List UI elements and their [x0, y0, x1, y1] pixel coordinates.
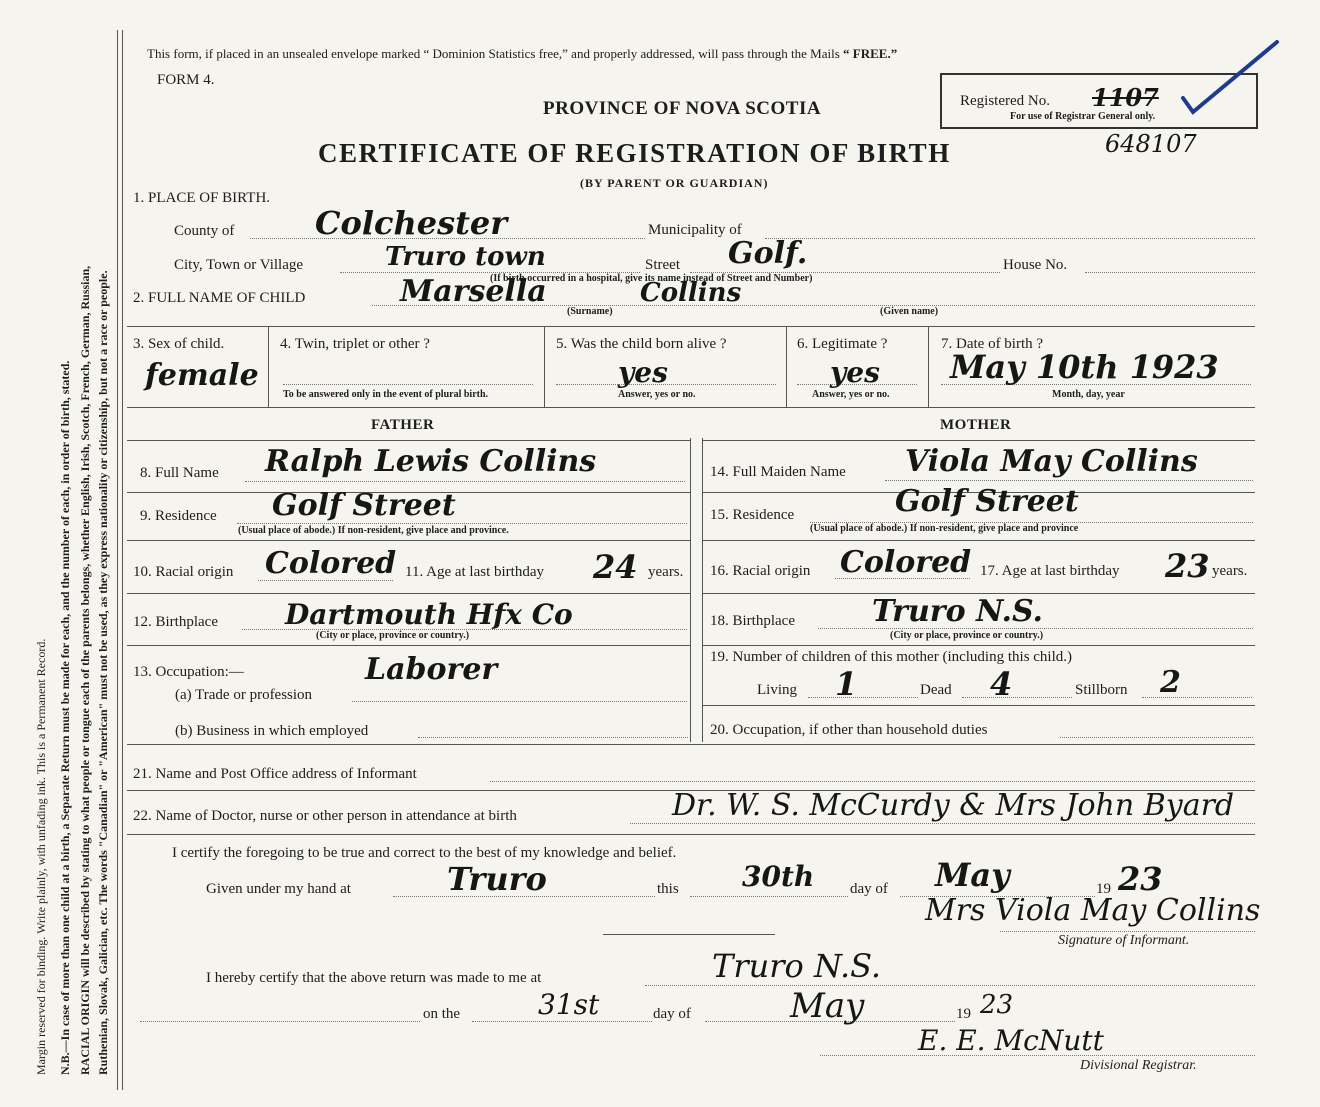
- street-value: Golf.: [728, 236, 808, 271]
- mother-age: 23: [1165, 547, 1210, 585]
- surname-caption: (Surname): [567, 306, 613, 317]
- mother-heading: MOTHER: [940, 417, 1012, 433]
- year-prefix: 19: [1096, 881, 1111, 897]
- row3-top: [127, 326, 1255, 327]
- section-sep-certify: [127, 834, 1255, 835]
- registrar-place: Truro N.S.: [712, 947, 882, 985]
- sex-value: female: [145, 358, 259, 393]
- city-label: City, Town or Village: [174, 257, 304, 273]
- row3-div1: [268, 326, 269, 407]
- municipality-label: Municipality of: [648, 222, 742, 238]
- alive-label: 5. Was the child born alive ?: [556, 336, 727, 352]
- father-row-sep2: [127, 540, 690, 541]
- registrar-place-dots: [645, 985, 1255, 986]
- father-birthplace: Dartmouth Hfx Co: [285, 598, 573, 631]
- legitimate-value: yes: [830, 356, 880, 389]
- mother-row-sep2: [702, 540, 1255, 541]
- father-name-label: 8. Full Name: [140, 465, 219, 481]
- given-caption: (Given name): [880, 306, 939, 317]
- registrar-year-prefix: 19: [956, 1006, 971, 1022]
- child-given: Collins: [640, 278, 742, 308]
- county-label: County of: [174, 223, 235, 239]
- signature-line: [603, 934, 775, 935]
- father-heading-line: [127, 440, 690, 441]
- section-sep-21: [127, 744, 1255, 745]
- mail-free: “ FREE.”: [843, 46, 898, 61]
- children-count-label: 19. Number of children of this mother (including this child.): [710, 649, 1073, 665]
- given-label: Given under my hand at: [206, 881, 351, 897]
- mother-name: Viola May Collins: [905, 444, 1198, 479]
- father-business-label: (b) Business in which employed: [175, 723, 369, 739]
- mother-heading-line: [702, 440, 1255, 441]
- father-row-sep3: [127, 593, 690, 594]
- dead-value: 4: [990, 665, 1013, 703]
- father-trade-label: (a) Trade or profession: [175, 687, 313, 703]
- registrar-day-of: day of: [653, 1006, 691, 1022]
- row3-div2: [544, 326, 545, 407]
- stillborn-value: 2: [1160, 665, 1181, 700]
- informant-signature: Mrs Viola May Collins: [925, 893, 1261, 928]
- father-birth-note: (City or place, province or country.): [316, 630, 470, 641]
- dead-dots: [962, 697, 1072, 698]
- signature-caption: Signature of Informant.: [1058, 933, 1190, 948]
- father-racial-label: 10. Racial origin: [133, 564, 234, 580]
- mother-occupation-label: 20. Occupation, if other than household duties: [710, 722, 988, 738]
- father-trade: Laborer: [365, 652, 498, 687]
- father-residence-label: 9. Residence: [140, 508, 217, 524]
- house-dots: [1085, 272, 1255, 273]
- mother-residence: Golf Street: [895, 484, 1079, 519]
- father-age: 24: [593, 548, 638, 586]
- father-res-note: (Usual place of abode.) If non-resident, give place and province.: [238, 525, 509, 536]
- legitimate-label: 6. Legitimate ?: [797, 336, 888, 352]
- registrar-day-dots: [472, 1021, 652, 1022]
- left-border-inner: [122, 30, 123, 1090]
- on-the-label: on the: [423, 1006, 461, 1022]
- column-divider-left: [690, 438, 691, 742]
- father-trade-dots: [352, 701, 687, 702]
- sex-label: 3. Sex of child.: [133, 336, 225, 352]
- mother-racial-label: 16. Racial origin: [710, 563, 811, 579]
- certify-day: 30th: [742, 860, 815, 893]
- mother-res-note: (Usual place of abode.) If non-resident, give place and province: [810, 523, 1079, 534]
- father-res-dots: [237, 523, 687, 524]
- house-label: House No.: [1003, 257, 1068, 273]
- handwritten-registration: 648107: [1105, 130, 1197, 158]
- informant-dots: [490, 781, 1255, 782]
- father-row-sep4: [127, 645, 690, 646]
- mail-notice: This form, if placed in an unsealed envelope marked “ Dominion Statistics free,” and properly addressed, will pass through the Mails “ FREE.”: [147, 46, 898, 61]
- father-heading: FATHER: [371, 417, 435, 433]
- certify-text: I certify the foregoing to be true and correct to the best of my knowledge and belief.: [172, 845, 677, 861]
- twin-note: To be answered only in the event of plural birth.: [283, 389, 489, 400]
- mother-row-sep4: [702, 645, 1255, 646]
- mother-residence-label: 15. Residence: [710, 507, 795, 523]
- doctor-value: Dr. W. S. McCurdy & Mrs John Byard: [672, 788, 1235, 823]
- mother-name-label: 14. Full Maiden Name: [710, 464, 846, 480]
- doctor-label: 22. Name of Doctor, nurse or other person in attendance at birth: [133, 808, 517, 824]
- dob-value: May 10th 1923: [950, 348, 1219, 386]
- municipality-dots: [765, 238, 1255, 239]
- alive-value: yes: [618, 356, 668, 389]
- legitimate-note: Answer, yes or no.: [812, 389, 890, 400]
- child-surname: Marsella: [400, 274, 547, 309]
- mother-years: years.: [1212, 563, 1248, 579]
- father-years: years.: [648, 564, 684, 580]
- margin-note-binding: Margin reserved for binding. Write plainly, with unfading ink. This is a Permanent Record.: [34, 638, 48, 1075]
- dob-note: Month, day, year: [1052, 389, 1125, 400]
- day-dots: [690, 896, 848, 897]
- father-name: Ralph Lewis Collins: [265, 444, 597, 479]
- day-of-label: day of: [850, 881, 888, 897]
- on-the-dots: [140, 1021, 420, 1022]
- stillborn-label: Stillborn: [1075, 682, 1128, 698]
- page-subtitle: (BY PARENT OR GUARDIAN): [580, 176, 769, 190]
- mother-birthplace: Truro N.S.: [872, 594, 1044, 629]
- twin-dots: [283, 384, 533, 385]
- doctor-dots: [630, 823, 1255, 824]
- registrar-day: 31st: [538, 988, 600, 1021]
- father-racial: Colored: [265, 546, 397, 581]
- column-divider-right: [702, 438, 703, 742]
- informant-label: 21. Name and Post Office address of Informant: [133, 766, 417, 782]
- certify-year: 23: [1118, 860, 1163, 898]
- father-residence: Golf Street: [272, 488, 456, 523]
- informant-sig-dots: [1000, 931, 1255, 932]
- living-value: 1: [835, 665, 858, 703]
- mother-name-dots: [885, 480, 1253, 481]
- left-border: [117, 30, 118, 1090]
- registrar-month: May: [790, 986, 865, 1026]
- stillborn-dots: [1142, 697, 1252, 698]
- margin-note-nb: N.B.—In case of more than one child at a birth, a Separate Return must be made for each, and the number of each, in order of birth, stated.: [58, 360, 72, 1075]
- mother-birth-note: (City or place, province or country.): [890, 630, 1044, 641]
- father-business-dots: [418, 737, 688, 738]
- city-value: Truro town: [385, 242, 546, 272]
- county-value: Colchester: [315, 204, 508, 242]
- registrar-note: For use of Registrar General only.: [1010, 111, 1156, 122]
- hospital-note: (If birth occurred in a hospital, give its name instead of Street and Number): [490, 273, 813, 284]
- given-place: Truro: [447, 860, 547, 898]
- father-name-dots: [245, 481, 685, 482]
- page-title: CERTIFICATE OF REGISTRATION OF BIRTH: [318, 138, 951, 168]
- registrar-year: 23: [980, 990, 1014, 1020]
- father-birthplace-label: 12. Birthplace: [133, 614, 218, 630]
- row3-div3: [786, 326, 787, 407]
- row3-bottom: [127, 407, 1255, 408]
- margin-note-racial-1: RACIAL ORIGIN will be described by stating to what people or tongue each of the parents belongs, whether English, Irish, Scotch, French, German, Russian,: [78, 265, 92, 1075]
- alive-note: Answer, yes or no.: [618, 389, 696, 400]
- check-mark-icon: [1175, 38, 1285, 118]
- this-label: this: [657, 881, 679, 897]
- certify-month: May: [935, 856, 1010, 894]
- mother-age-label: 17. Age at last birthday: [980, 563, 1120, 579]
- registrar-caption: Divisional Registrar.: [1080, 1058, 1197, 1073]
- living-dots: [808, 697, 918, 698]
- registrar-signature: E. E. McNutt: [918, 1024, 1104, 1057]
- child-name-label: 2. FULL NAME OF CHILD: [133, 290, 306, 306]
- mother-row-sep5: [702, 705, 1255, 706]
- registrar-certify-text: I hereby certify that the above return was made to me at: [206, 970, 542, 986]
- registrar-sig-dots: [820, 1055, 1255, 1056]
- margin-note-racial-2: Ruthenian, Slovak, Galician, etc. The words "Canadian" or "American" must not be used, as they express nationality or citizenship, but not a race or people.: [96, 270, 110, 1075]
- mother-racial: Colored: [840, 545, 972, 580]
- street-label: Street: [645, 257, 680, 273]
- registered-value: 1107: [1092, 83, 1159, 112]
- dob-label: 7. Date of birth ?: [941, 336, 1044, 352]
- form-number: FORM 4.: [157, 72, 215, 88]
- mother-birthplace-label: 18. Birthplace: [710, 613, 795, 629]
- living-label: Living: [757, 682, 797, 698]
- mother-occ-dots: [1060, 737, 1253, 738]
- place-of-birth-label: 1. PLACE OF BIRTH.: [133, 190, 271, 206]
- dead-label: Dead: [920, 682, 952, 698]
- twin-label: 4. Twin, triplet or other ?: [280, 336, 430, 352]
- father-age-label: 11. Age at last birthday: [405, 564, 544, 580]
- row3-div4: [928, 326, 929, 407]
- province-heading: PROVINCE OF NOVA SCOTIA: [543, 98, 822, 119]
- registered-label: Registered No.: [960, 93, 1050, 109]
- father-occupation-label: 13. Occupation:—: [133, 664, 244, 680]
